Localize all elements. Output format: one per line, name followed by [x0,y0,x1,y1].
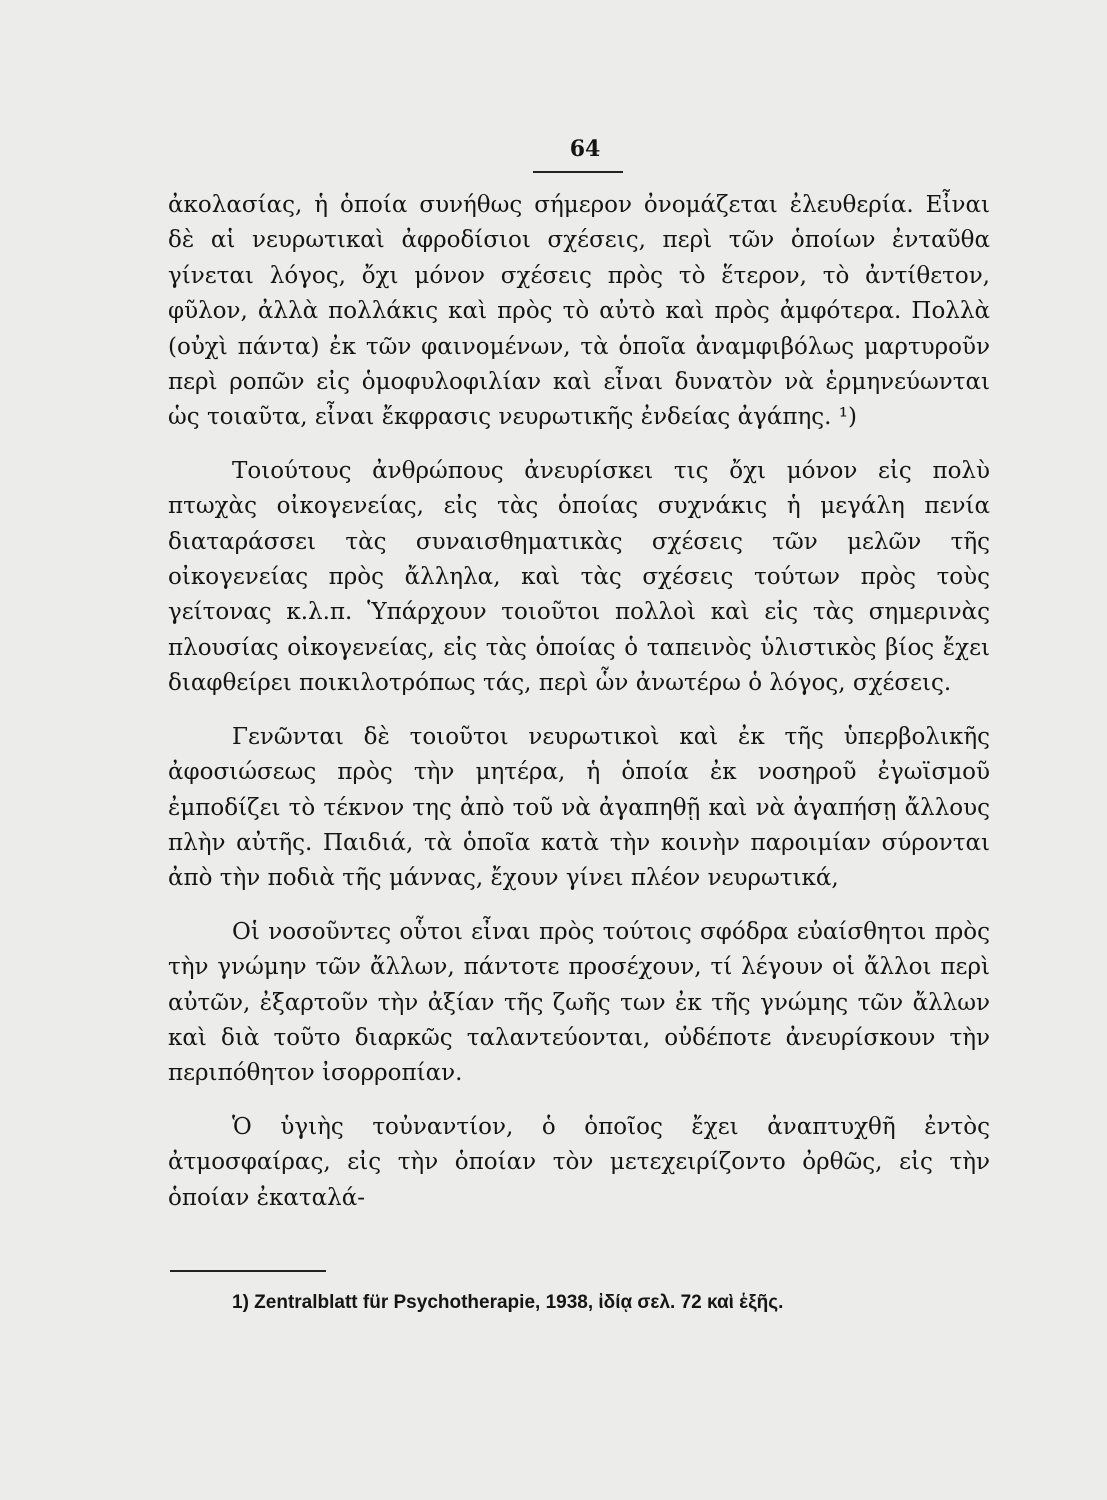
paragraph-2: Τοιούτους ἀνθρώπους ἀνευρίσκει τις ὄχι μόνον εἰς πολὺ πτωχὰς οἰκογενείας, εἰς τὰς ὁποίας συχνάκις ἡ μεγάλη πενία διαταράσσει τὰς συναισθηματικὰς σχέσεις τῶν μελῶν τῆς οἰκογενείας πρὸς ἄλληλα, καὶ τὰς σχέσεις τούτων πρὸς τοὺς γείτονας κ.λ.π. Ὑπάρχουν τοιοῦτοι πολλοὶ καὶ εἰς τὰς σημερινὰς πλουσίας οἰκογενείας, εἰς τὰς ὁποίας ὁ ταπεινὸς ὑλιστικὸς βίος ἔχει διαφθείρει ποικιλοτρόπως τάς, περὶ ὧν ἀνωτέρω ὁ λόγος, σχέσεις. [168,457,990,697]
footnote: 1) Zentralblatt für Psychotherapie, 1938, ἰδίᾳ σελ. 72 καὶ ἑξῆς. [232,1292,784,1313]
paragraph-3: Γενῶνται δὲ τοιοῦτοι νευρωτικοὶ καὶ ἐκ τῆς ὑπερβολικῆς ἀφοσιώσεως πρὸς τὴν μητέρα, ἡ ὁποία ἐκ νοσηροῦ ἐγωϊσμοῦ ἐμποδίζει τὸ τέκνον της ἀπὸ τοῦ νὰ ἀγαπηθῇ καὶ νὰ ἀγαπήσῃ ἄλλους πλὴν αὐτῆς. Παιδιά, τὰ ὁποῖα κατὰ τὴν κοινὴν παροιμίαν σύρονται ἀπὸ τὴν ποδιὰ τῆς μάννας, ἔχουν γίνει πλέον νευρωτικά, [168,723,990,892]
paragraph-5: Ὁ ὑγιὴς τοὐναντίον, ὁ ὁποῖος ἔχει ἀναπτυχθῆ ἐντὸς ἀτμοσφαίρας, εἰς τὴν ὁποίαν τὸν μετεχειρίζοντο ὀρθῶς, εἰς τὴν ὁποίαν ἐκαταλά- [168,1113,990,1211]
page-number-rule [533,171,623,173]
footnote-rule [170,1270,326,1272]
paragraph-4: Οἱ νοσοῦντες οὗτοι εἶναι πρὸς τούτοις σφόδρα εὐαίσθητοι πρὸς τὴν γνώμην τῶν ἄλλων, πάντοτε προσέχουν, τί λέγουν οἱ ἄλλοι περὶ αὐτῶν, ἐξαρτοῦν τὴν ἀξίαν τῆς ζωῆς των ἐκ τῆς γνώμης τῶν ἄλλων καὶ διὰ τοῦτο διαρκῶς ταλαντεύονται, οὐδέποτε ἀνευρίσκουν τὴν περιπόθητον ἰσορροπίαν. [168,918,990,1087]
page-number: 64 [569,136,601,162]
paragraph-1: ἀκολασίας, ἡ ὁποία συνήθως σήμερον ὀνομάζεται ἐλευθερία. Εἶναι δὲ αἱ νευρωτικαὶ ἀφροδίσιοι σχέσεις, περὶ τῶν ὁποίων ἐνταῦθα γίνεται λόγος, ὄχι μόνον σχέσεις πρὸς τὸ ἕτερον, τὸ ἀντίθετον, φῦλον, ἀλλὰ πολλάκις καὶ πρὸς τὸ αὐτὸ καὶ πρὸς ἀμφότερα. Πολλὰ (οὐχὶ πάντα) ἐκ τῶν φαινομένων, τὰ ὁποῖα ἀναμφιβόλως μαρτυροῦν περὶ ροπῶν εἰς ὁμοφυλοφιλίαν καὶ εἶναι δυνατὸν νὰ ἑρμηνεύωνται ὡς τοιαῦτα, εἶναι ἔκφρασις νευρωτικῆς ἐνδείας ἀγάπης. ¹) [168,192,990,431]
body-text [168,188,990,1234]
